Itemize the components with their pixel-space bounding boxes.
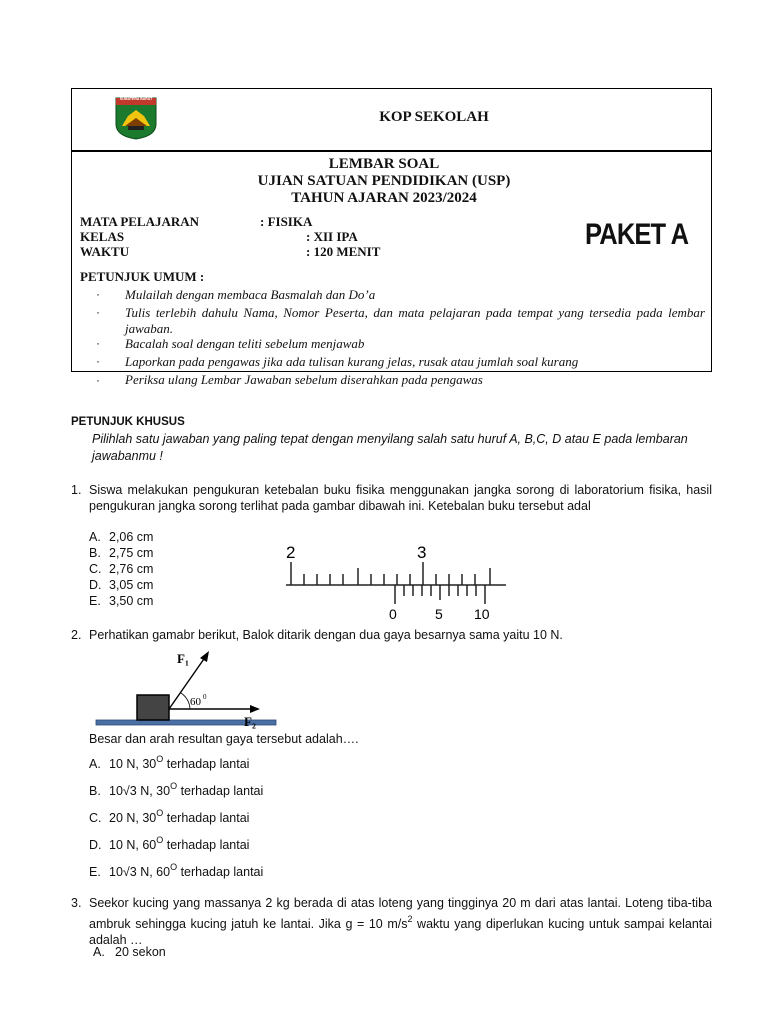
f2-label: F₂ [244,714,256,729]
option-c: C. 20 N, $30^O$ terhadap lantai [89,808,250,825]
bullet-icon: · [96,354,100,368]
paket-label: PAKET A [585,218,689,251]
main-scale-label-3: 3 [417,543,427,562]
option-e: E. 3,50 cm [89,594,154,608]
force-diagram [94,648,294,730]
vernier-label-10: 10 [474,606,490,620]
option-c: C. 2,76 cm [89,562,154,576]
info-value-mapel: : FISIKA [260,214,313,229]
option-b: B. 2,75 cm [89,546,154,560]
bullet-icon: · [96,373,100,387]
petunjuk-umum-title: PETUNJUK UMUM : [80,269,205,284]
bullet-icon: · [96,305,100,319]
angle-degree: 0 [203,693,207,701]
f1-label: F₁ [177,651,189,666]
petunjuk-item: Mulailah dengan membaca Basmalah dan Do’a [125,287,376,302]
kop-sekolah: KOP SEKOLAH [379,109,489,125]
title-tahun-ajaran: TAHUN AJARAN 2023/2024 [291,190,477,206]
title-ujian: UJIAN SATUAN PENDIDIKAN (USP) [257,173,511,189]
question-number: 1. [71,483,82,497]
option-d: D. 10 N, $60^O$ terhadap lantai [89,835,250,852]
option-a: A. 2,06 cm [89,530,154,544]
question-text: Siswa melakukan pengukuran ketebalan buku fisika menggunakan jangka sorong di laboratorium fisika, hasil pengukuran jangka sorong terlihat pada gambar dibawah ini. Ketebalan buku tersebut adal [89,483,712,513]
info-value-waktu: : 120 MENIT [306,244,381,259]
f1-arrowhead [200,651,209,662]
main-scale-label-2: 2 [286,543,296,562]
option-a: A. 10 N, $30^O$ terhadap lantai [89,754,250,771]
question-1 [71,482,712,514]
bullet-icon: · [96,336,100,350]
title-lembar-soal: LEMBAR SOAL [328,156,440,172]
main-scale-ticks [291,562,490,585]
info-value-kelas: : XII IPA [306,229,358,244]
logo-text: SUMATERA BARAT [119,97,153,101]
petunjuk-item: Tulis terlebih dahulu Nama, Nomor Peserta, dan mata pelajaran pada tempat yang tersedia pada lembar jawaban. [125,305,705,336]
question-3 [71,895,712,948]
petunjuk-item: Bacalah soal dengan teliti sebelum menjawab [125,336,365,351]
vernier-label-5: 5 [435,606,443,620]
petunjuk-item: Periksa ulang Lembar Jawaban sebelum diserahkan pada pengawas [125,372,483,387]
vernier-scale-ticks [395,585,485,604]
info-label-mapel: MATA PELAJARAN [80,214,200,229]
header-divider [71,150,712,152]
petunjuk-khusus-text: Pilihlah satu jawaban yang paling tepat dengan menyilang salah satu huruf A, B,C, D atau E pada lembaran jawabanmu ! [92,432,688,463]
petunjuk-item: Laporkan pada pengawas jika ada tulisan kurang jelas, rusak atau jumlah soal kurang [125,354,579,369]
info-label-kelas: KELAS [80,229,125,244]
question-number: 2. [71,628,82,642]
caliper-scale-figure [278,540,510,620]
f2-arrowhead [250,705,260,713]
petunjuk-khusus-title: PETUNJUK KHUSUS [71,416,185,428]
question-text: Perhatikan gamabr berikut, Balok ditarik dengan dua gaya besarnya sama yaitu 10 N. [89,628,563,642]
question-number: 3. [71,896,82,910]
option-e: E. 10√3 N, $60^O$ terhadap lantai [89,862,264,879]
info-label-waktu: WAKTU [80,244,130,259]
bullet-icon: · [96,287,100,301]
angle-arc [181,693,190,709]
question-2-prompt: Besar dan arah resultan gaya tersebut adalah…. [89,732,359,746]
option-d: D. 3,05 cm [89,578,154,592]
option-b: B. 10√3 N, $30^O$ terhadap lantai [89,781,264,798]
block [137,695,169,720]
option-a: A. 20 sekon [93,945,166,959]
angle-label: 60 [190,696,201,708]
question-text: Seekor kucing yang massanya 2 kg berada di atas loteng yang tingginya 20 m dari atas lantai. Loteng tiba-tiba ambruk sehingga kucing jatuh ke lantai. Jika g = 10 $m/s^2$ waktu yang diperlukan kucing untuk sampai kelantai adalah … [89,896,712,947]
question-2 [71,627,712,643]
vernier-label-0: 0 [389,606,397,620]
